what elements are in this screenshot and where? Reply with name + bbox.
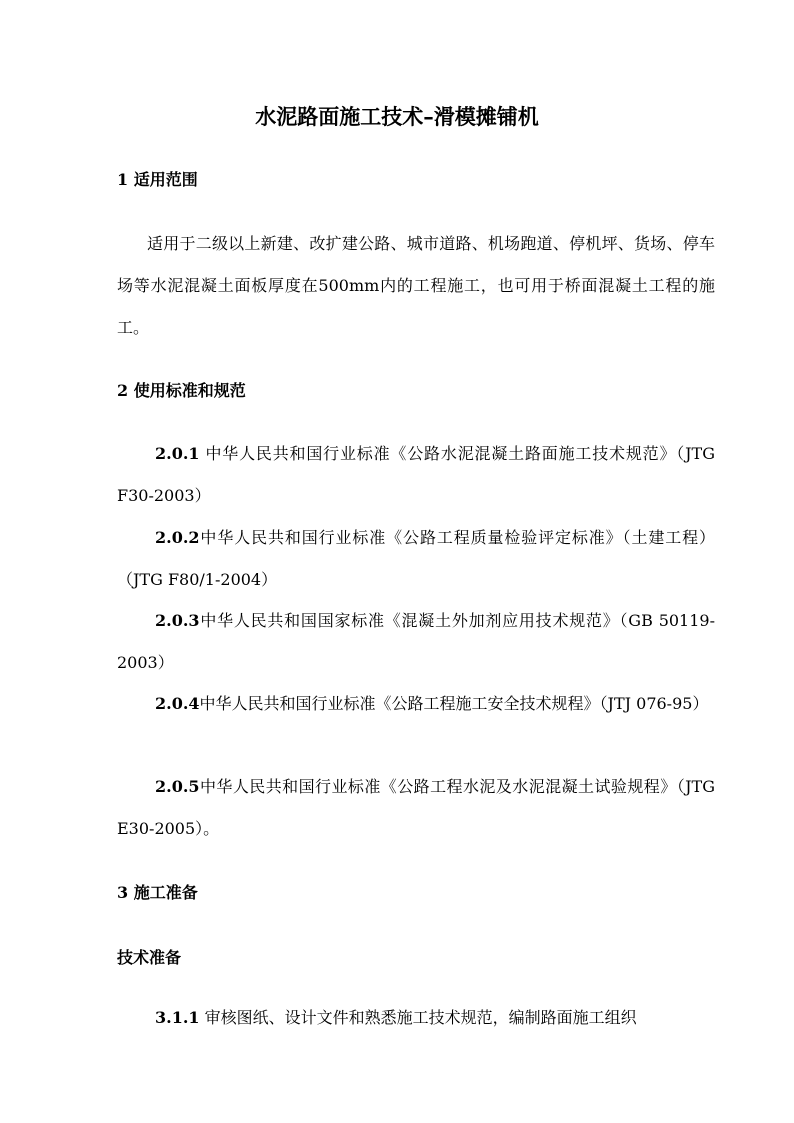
- reference-number: 2.0.3: [155, 611, 200, 630]
- section-3-subheading: 技术准备: [117, 948, 182, 967]
- reference-text: 中华人民共和国行业标准《公路水泥混凝土路面施工技术规范》（JTG F30-2003）: [117, 444, 715, 505]
- reference-text: 中华人民共和国国家标准《混凝土外加剂应用技术规范》（GB 50119-2003）: [117, 611, 715, 672]
- reference-2-0-2: [117, 517, 715, 601]
- item-text: 审核图纸、设计文件和熟悉施工技术规范，编制路面施工组织: [199, 1008, 637, 1027]
- reference-number: 2.0.5: [155, 777, 200, 796]
- reference-number: 2.0.2: [155, 528, 200, 547]
- item-3-1-1: [117, 997, 715, 1039]
- reference-2-0-3: [117, 600, 715, 684]
- section-1-body: 适用于二级以上新建、改扩建公路、城市道路、机场跑道、停机坪、货场、停车场等水泥混凝土面板厚度在500mm内的工程施工，也可用于桥面混凝土工程的施工。: [117, 234, 715, 337]
- reference-text: 中华人民共和国行业标准《公路工程水泥及水泥混凝土试验规程》（JTG E30-2005）。: [117, 777, 715, 838]
- reference-text: 中华人民共和国行业标准《公路工程质量检验评定标准》（土建工程）（JTG F80/1-2004）: [117, 528, 715, 589]
- section-2-heading: 2 使用标准和规范: [117, 381, 246, 400]
- reference-text: 中华人民共和国行业标准《公路工程施工安全技术规程》（JTJ 076-95）: [199, 694, 709, 713]
- section-3-heading: 3 施工准备: [117, 883, 198, 902]
- document-title: 水泥路面施工技术–滑模摊铺机: [255, 104, 539, 129]
- item-number: 3.1.1: [155, 1008, 200, 1027]
- reference-number: 2.0.4: [155, 694, 200, 713]
- reference-number: 2.0.1: [155, 444, 200, 463]
- section-1-heading: 1 适用范围: [117, 170, 198, 189]
- reference-2-0-4: [117, 683, 715, 725]
- reference-2-0-1: [117, 433, 715, 517]
- reference-2-0-5: [117, 766, 715, 850]
